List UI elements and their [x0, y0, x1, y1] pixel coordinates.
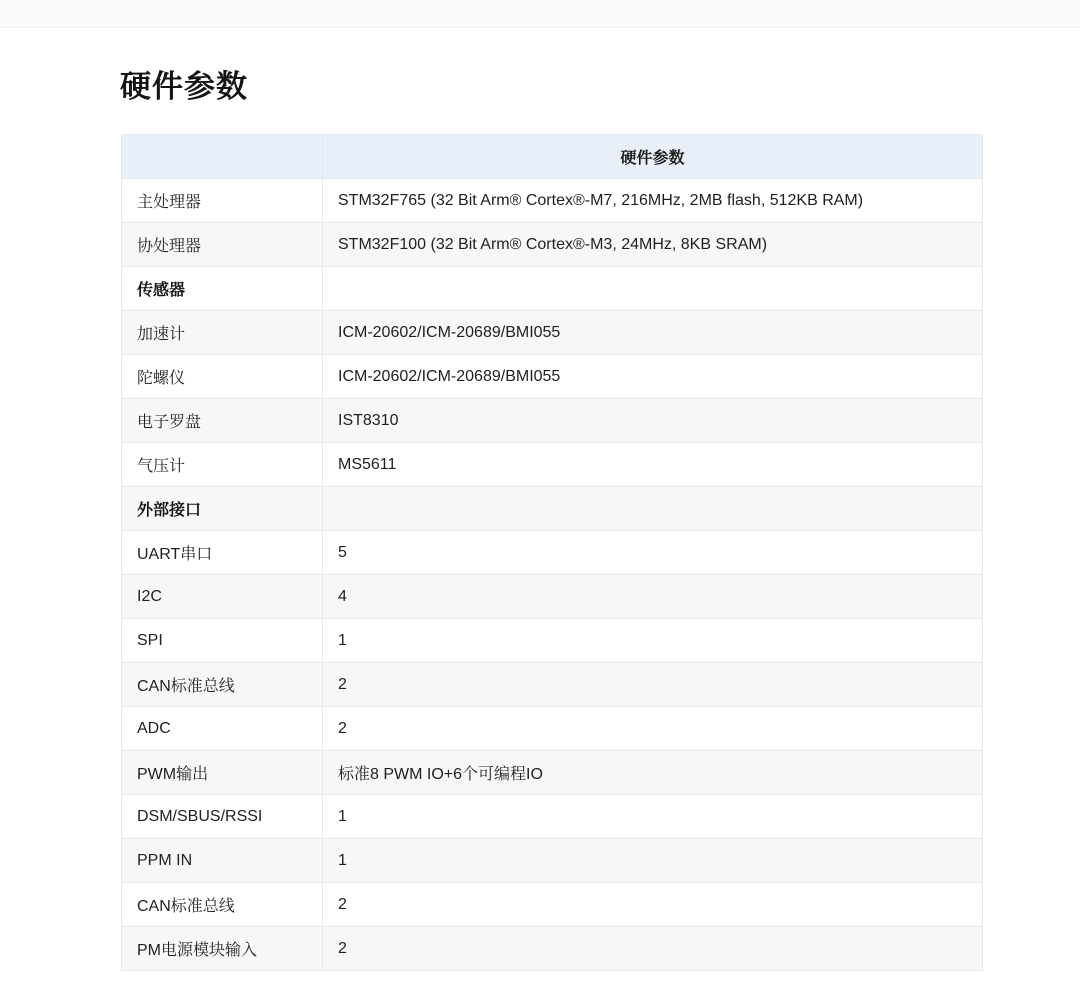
row-label: UART串口 — [122, 531, 323, 575]
hardware-spec-table — [121, 134, 983, 971]
table-row — [122, 267, 983, 311]
row-label: CAN标准总线 — [122, 663, 323, 707]
row-value: 1 — [323, 839, 983, 883]
row-label: PWM输出 — [122, 751, 323, 795]
row-value: STM32F100 (32 Bit Arm® Cortex®-M3, 24MHz, 8KB SRAM) — [323, 223, 983, 267]
row-label: 陀螺仪 — [122, 355, 323, 399]
table-row — [122, 707, 983, 751]
row-value: ICM-20602/ICM-20689/BMI055 — [323, 355, 983, 399]
row-label: 外部接口 — [122, 487, 323, 531]
table-row — [122, 575, 983, 619]
page-title: 硬件参数 — [120, 69, 248, 104]
table-row — [122, 619, 983, 663]
row-value: 2 — [323, 707, 983, 751]
table-row — [122, 355, 983, 399]
table-row — [122, 487, 983, 531]
row-label: 电子罗盘 — [122, 399, 323, 443]
row-value — [323, 267, 983, 311]
table-header-row — [122, 135, 983, 179]
row-value: 2 — [323, 663, 983, 707]
row-value: 2 — [323, 927, 983, 971]
table-row — [122, 751, 983, 795]
row-value: 4 — [323, 575, 983, 619]
header-title-cell: 硬件参数 — [323, 135, 983, 179]
row-value: 1 — [323, 619, 983, 663]
row-value: IST8310 — [323, 399, 983, 443]
row-value — [323, 487, 983, 531]
row-label: ADC — [122, 707, 323, 751]
row-label: PM电源模块输入 — [122, 927, 323, 971]
row-value: MS5611 — [323, 443, 983, 487]
row-label: PPM IN — [122, 839, 323, 883]
row-label: 加速计 — [122, 311, 323, 355]
row-value: ICM-20602/ICM-20689/BMI055 — [323, 311, 983, 355]
row-label: I2C — [122, 575, 323, 619]
table-row — [122, 883, 983, 927]
table-row — [122, 663, 983, 707]
table-row — [122, 399, 983, 443]
row-value: 1 — [323, 795, 983, 839]
top-band — [0, 0, 1080, 28]
table-row — [122, 531, 983, 575]
row-label: 传感器 — [122, 267, 323, 311]
row-label: DSM/SBUS/RSSI — [122, 795, 323, 839]
row-value: 5 — [323, 531, 983, 575]
row-label: 协处理器 — [122, 223, 323, 267]
row-value: 2 — [323, 883, 983, 927]
row-label: SPI — [122, 619, 323, 663]
table-row — [122, 839, 983, 883]
table-row — [122, 795, 983, 839]
table-body — [122, 179, 983, 971]
row-label: 气压计 — [122, 443, 323, 487]
table-row — [122, 927, 983, 971]
row-label: CAN标准总线 — [122, 883, 323, 927]
row-value: STM32F765 (32 Bit Arm® Cortex®-M7, 216MHz, 2MB flash, 512KB RAM) — [323, 179, 983, 223]
table-row — [122, 223, 983, 267]
table-row — [122, 179, 983, 223]
table-row — [122, 311, 983, 355]
header-empty-cell — [122, 135, 323, 179]
row-value: 标准8 PWM IO+6个可编程IO — [323, 751, 983, 795]
table-row — [122, 443, 983, 487]
row-label: 主处理器 — [122, 179, 323, 223]
